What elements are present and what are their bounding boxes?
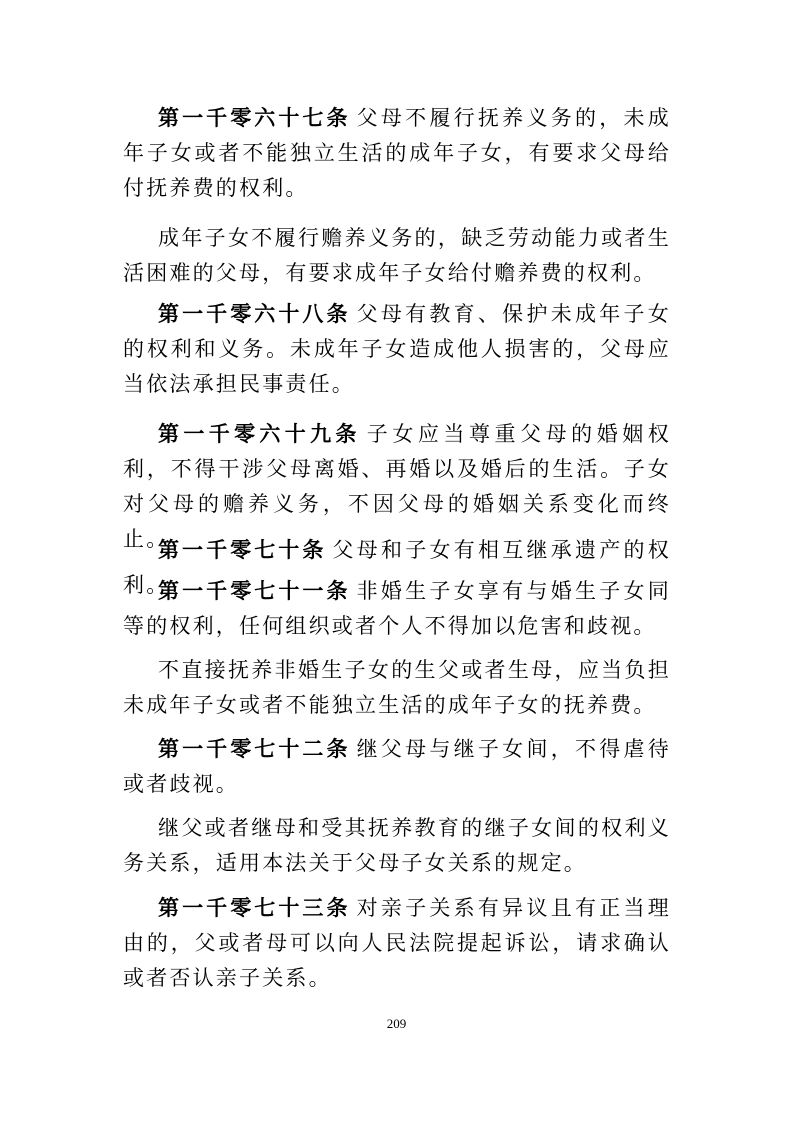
article-number: 第一千零七十条 bbox=[158, 538, 327, 562]
page-number: 209 bbox=[386, 1016, 407, 1031]
article-text: 不直接抚养非婚生子女的生父或者生母，应当负担未成年子女或者不能独立生活的成年子女的抚养费。 bbox=[123, 658, 671, 717]
article-number: 第一千零六十九条 bbox=[158, 422, 361, 446]
article-1072-paragraph-2 bbox=[123, 811, 671, 881]
article-1073-paragraph bbox=[123, 891, 671, 996]
article-text: 非婚生子女享有与婚生子女同等的权利，任何组织或者个人不得加以危害和歧视。 bbox=[123, 579, 671, 638]
article-number: 第一千零六十七条 bbox=[158, 106, 351, 130]
article-text: 父母不履行抚养义务的，未成年子女或者不能独立生活的成年子女，有要求父母给付抚养费的权利。 bbox=[123, 106, 671, 200]
article-text: 父母有教育、保护未成年子女的权利和义务。未成年子女造成他人损害的，父母应当依法承担民事责任。 bbox=[123, 302, 671, 396]
article-number: 第一千零七十三条 bbox=[158, 896, 351, 920]
article-text: 子女应当尊重父母的婚姻权利，不得干涉父母离婚、再婚以及婚后的生活。子女对父母的赡养义务，不因父母的婚姻关系变化而终止。 bbox=[123, 422, 671, 551]
article-1071-paragraph-2 bbox=[123, 653, 671, 723]
article-1071-paragraph bbox=[123, 574, 671, 644]
article-1067-paragraph bbox=[123, 101, 671, 206]
article-text: 父母和子女有相互继承遗产的权利。 bbox=[123, 538, 671, 597]
article-number: 第一千零六十八条 bbox=[158, 302, 351, 326]
article-number: 第一千零七十二条 bbox=[158, 737, 351, 761]
article-1072-paragraph bbox=[123, 732, 671, 802]
article-1068-paragraph bbox=[123, 297, 671, 402]
article-text: 对亲子关系有异议且有正当理由的，父或者母可以向人民法院提起诉讼，请求确认或者否认亲子关系。 bbox=[123, 896, 671, 990]
article-text: 继父母与继子女间，不得虐待或者歧视。 bbox=[123, 737, 671, 796]
article-1067-paragraph-2 bbox=[123, 221, 671, 291]
article-text: 成年子女不履行赡养义务的，缺乏劳动能力或者生活困难的父母，有要求成年子女给付赡养费的权利。 bbox=[123, 226, 671, 285]
article-number: 第一千零七十一条 bbox=[158, 579, 351, 603]
article-text: 继父或者继母和受其抚养教育的继子女间的权利义务关系，适用本法关于父母子女关系的规定。 bbox=[123, 816, 671, 875]
